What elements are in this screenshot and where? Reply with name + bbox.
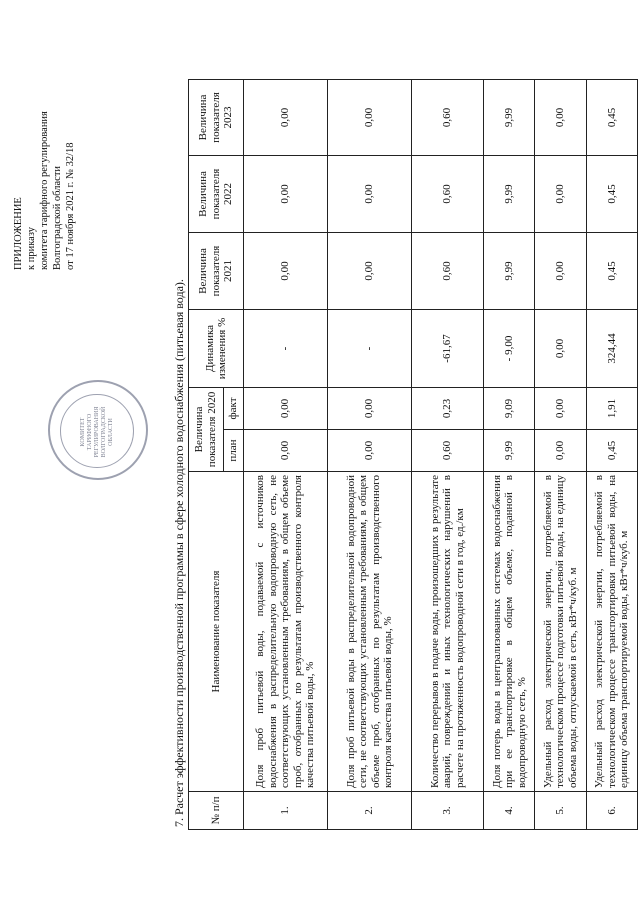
row-value-2022: 0,60 xyxy=(412,155,484,232)
row-num: 4. xyxy=(484,792,535,830)
document-page xyxy=(13,80,638,830)
row-value-2022: 0,00 xyxy=(328,155,412,232)
header-name: Наименование показателя xyxy=(189,472,244,792)
stamp-line-2: ТАРИФНОГО xyxy=(87,413,93,451)
row-fact: 1,91 xyxy=(586,387,637,429)
row-num: 1. xyxy=(244,792,328,830)
row-name: Доля потерь воды в централизованных системах водоснабжения при ее транспортировке в общем объеме, поданной в водопроводную сеть, % xyxy=(484,472,535,792)
row-value-2023: 0,00 xyxy=(535,79,586,155)
header-value-2020: Величина показателя 2020 xyxy=(189,387,224,471)
row-plan: 9,99 xyxy=(484,430,535,472)
table-row xyxy=(484,79,535,829)
header-value-2023: Величина показателя 2023 xyxy=(189,79,244,155)
table-row xyxy=(535,79,586,829)
row-num: 5. xyxy=(535,792,586,830)
header-plan: план xyxy=(223,430,243,472)
stamp-text xyxy=(80,400,115,464)
stamp-line-1: КОМИТЕТ xyxy=(80,417,86,447)
header-value-2022: Величина показателя 2022 xyxy=(189,155,244,232)
section-title: 7. Расчет эффективности производственной программы в сфере холодного водоснабжения (питьевая вода). xyxy=(172,279,186,827)
row-name: Доля проб питьевой воды, подаваемой с источников водоснабжения в распределительную водопроводную сеть, не соответствующих установленным требованиям, в общем объеме проб, отобранных по результатам производственного контроля качества питьевой воды, % xyxy=(244,472,328,792)
row-name: Удельный расход электрической энергии, потребляемой в технологическом процессе подготовки питьевой воды, на единицу объема воды, отпускаемой в сеть, кВт*ч/куб. м xyxy=(535,472,586,792)
row-fact: 0,00 xyxy=(535,387,586,429)
row-fact: 9,09 xyxy=(484,387,535,429)
row-fact: 0,00 xyxy=(244,387,328,429)
table-row xyxy=(586,79,637,829)
row-name: Удельный расход электрической энергии, потребляемой в технологическом процессе транспортировки питьевой воды, на единицу объема транспортируемой воды, кВт*ч/куб. м xyxy=(586,472,637,792)
header-num: № п/п xyxy=(189,792,244,830)
stamp-line-5: ОБЛАСТИ xyxy=(108,418,114,446)
appendix-line-2: комитета тарифного регулирования xyxy=(39,111,50,270)
stamp-line-3: РЕГУЛИРОВАНИЯ xyxy=(94,406,100,458)
row-value-2022: 0,00 xyxy=(244,155,328,232)
row-dynamics: - xyxy=(328,309,412,387)
row-value-2022: 9,99 xyxy=(484,155,535,232)
table-row xyxy=(328,79,412,829)
row-num: 6. xyxy=(586,792,637,830)
row-plan: 0,60 xyxy=(412,430,484,472)
row-value-2023: 9,99 xyxy=(484,79,535,155)
row-dynamics: 324,44 xyxy=(586,309,637,387)
row-fact: 0,23 xyxy=(412,387,484,429)
row-value-2023: 0,00 xyxy=(328,79,412,155)
appendix-line-4: от 17 ноября 2021 г. № 32/18 xyxy=(65,142,76,270)
appendix-heading: ПРИЛОЖЕНИЕ xyxy=(13,197,24,270)
row-value-2022: 0,00 xyxy=(535,155,586,232)
stamp-line-4: ВОЛГОГРАДСКОЙ xyxy=(101,406,107,458)
row-value-2021: 0,00 xyxy=(244,232,328,309)
row-value-2021: 0,00 xyxy=(328,232,412,309)
row-value-2023: 0,60 xyxy=(412,79,484,155)
row-fact: 0,00 xyxy=(328,387,412,429)
table-row xyxy=(244,79,328,829)
appendix-line-3: Волгоградской области xyxy=(52,165,63,270)
header-fact: факт xyxy=(223,387,243,429)
header-dynamics: Динамика изменения % xyxy=(189,309,244,387)
official-stamp xyxy=(48,380,148,480)
row-value-2022: 0,45 xyxy=(586,155,637,232)
row-plan: 0,00 xyxy=(535,430,586,472)
row-name: Количество перерывов в подаче воды, произошедших в результате аварий, повреждений и иных технологических нарушений в расчете на протяженность водопроводной сети в год, ед./км xyxy=(412,472,484,792)
row-plan: 0,00 xyxy=(244,430,328,472)
row-dynamics: -61,67 xyxy=(412,309,484,387)
row-dynamics: - xyxy=(244,309,328,387)
row-plan: 0,45 xyxy=(586,430,637,472)
appendix-line-1: к приказу xyxy=(26,227,37,270)
header-value-2021: Величина показателя 2021 xyxy=(189,232,244,309)
row-value-2023: 0,45 xyxy=(586,79,637,155)
row-num: 2. xyxy=(328,792,412,830)
row-dynamics: 0,00 xyxy=(535,309,586,387)
header-row xyxy=(189,79,224,829)
row-value-2021: 0,60 xyxy=(412,232,484,309)
row-value-2021: 0,00 xyxy=(535,232,586,309)
efficiency-table xyxy=(188,79,638,830)
row-plan: 0,00 xyxy=(328,430,412,472)
table-row xyxy=(412,79,484,829)
row-name: Доля проб питьевой воды в распределительной водопроводной сети, не соответствующих установленным требованиям, в общем объеме проб, отобранных по результатам производственного контроля качества питьевой воды, % xyxy=(328,472,412,792)
row-value-2023: 0,00 xyxy=(244,79,328,155)
row-value-2021: 9,99 xyxy=(484,232,535,309)
appendix-header xyxy=(12,100,77,270)
row-dynamics: - 9,00 xyxy=(484,309,535,387)
row-num: 3. xyxy=(412,792,484,830)
row-value-2021: 0,45 xyxy=(586,232,637,309)
